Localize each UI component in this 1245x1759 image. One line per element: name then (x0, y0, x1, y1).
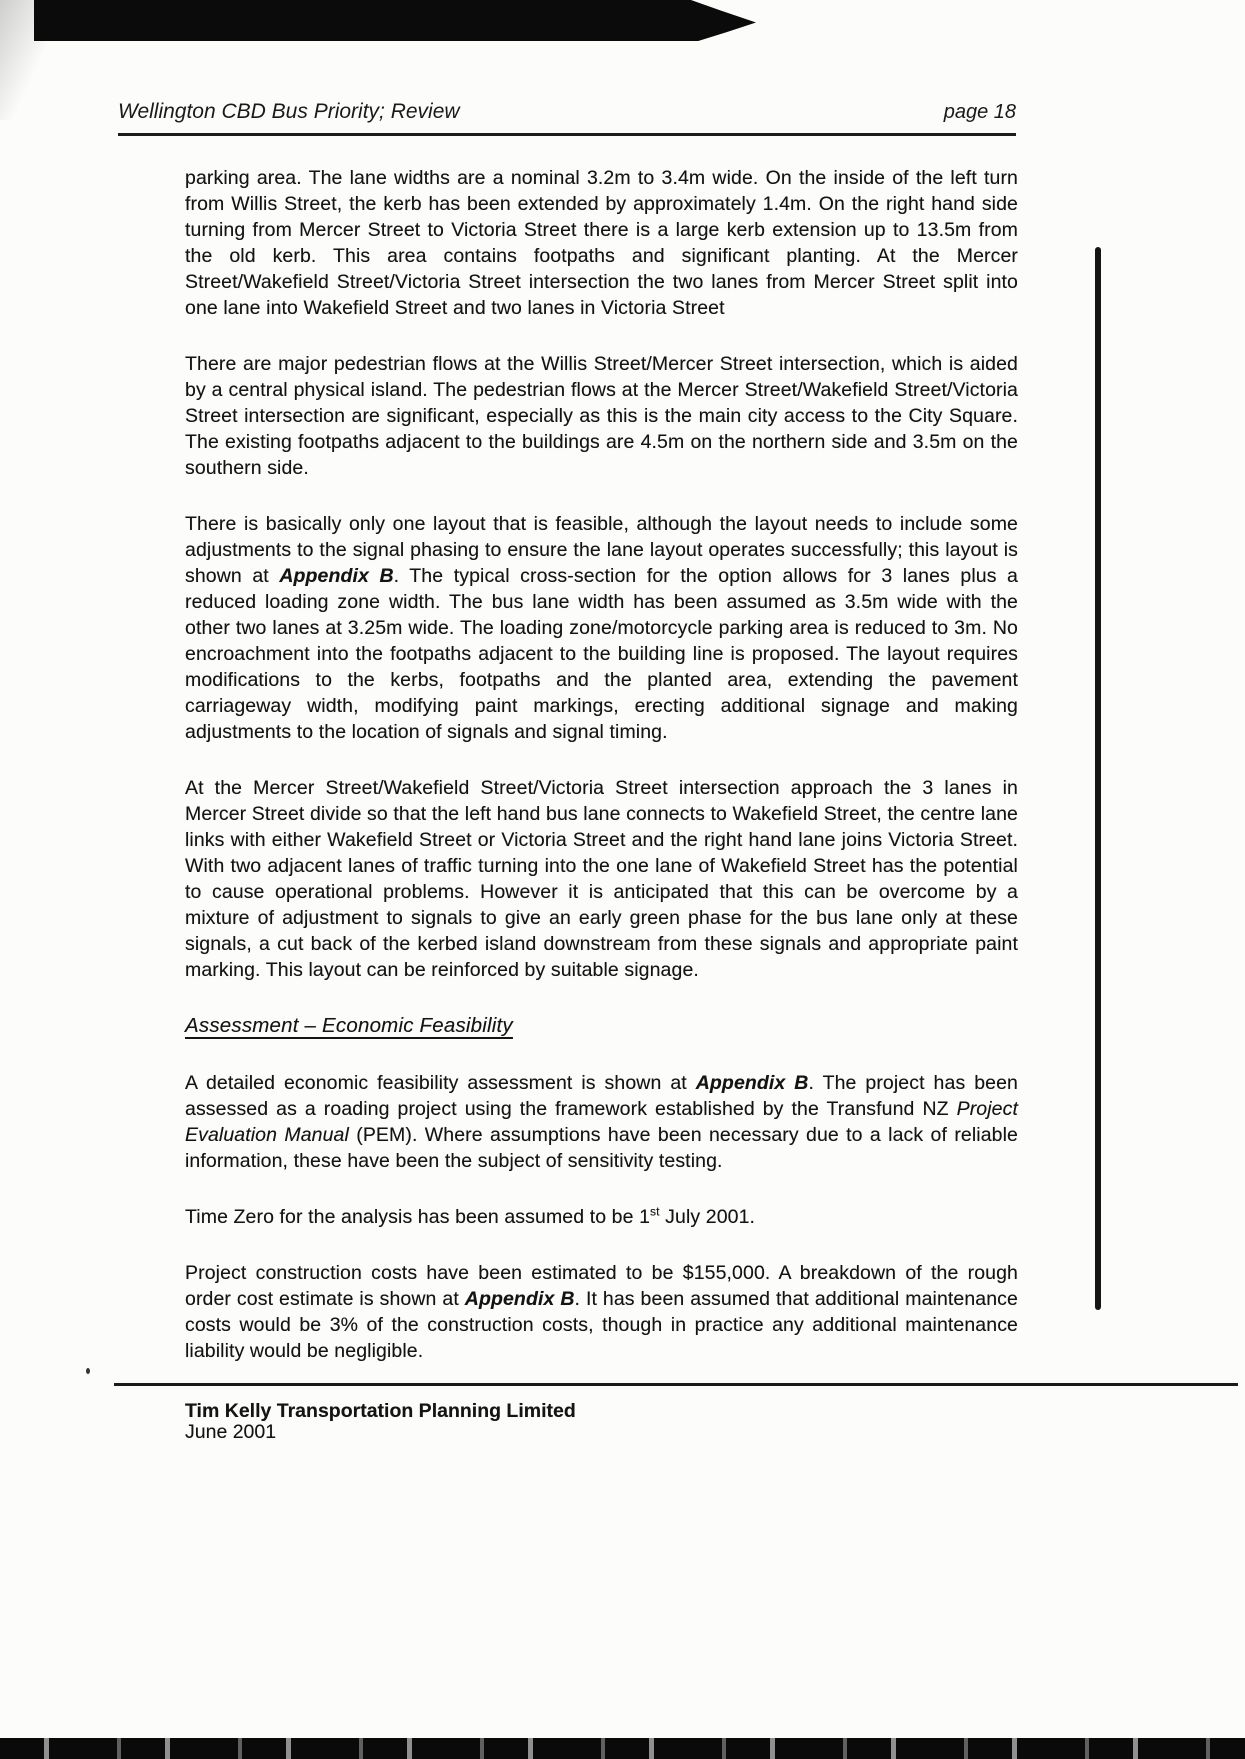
page-footer (185, 1401, 885, 1443)
text-run: (PEM). Where assumptions have been necessary due to a lack of reliable information, these have been the subject of sensitivity testing. (185, 1124, 1018, 1172)
manual-title: Project Evaluation Manual (185, 1098, 1018, 1146)
scan-shadow-top-left (0, 0, 70, 120)
paragraph-intersection-approach (185, 775, 1018, 983)
text-run: There are major pedestrian flows at the Willis Street/Mercer Street intersection, which is aided by a central physical island. The pedestrian flows at the Mercer Street/Wakefield Street/Victoria Street intersection are significant, especially as this is the main city access to the City Square. The existing footpaths adjacent to the buildings are 4.5m on the northern side and 3.5m on the southern side. (185, 353, 1018, 479)
paragraph-economic-assessment (185, 1070, 1018, 1174)
text-run: July 2001. (659, 1206, 756, 1228)
scan-artifact-speck (86, 1368, 90, 1374)
text-run: Project construction costs have been estimated to be $155,000. A breakdown of the rough order cost estimate is shown at (185, 1262, 1018, 1310)
text-run: parking area. The lane widths are a nominal 3.2m to 3.4m wide. On the inside of the left turn from Willis Street, the kerb has been extended by approximately 1.4m. On the right hand side turning from Mercer Street to Victoria Street there is a large kerb extension up to 13.5m from the old kerb. This area contains footpaths and significant planting. At the Mercer Street/Wakefield Street/Victoria Street intersection the two lanes from Mercer Street split into one lane into Wakefield Street and two lanes in Victoria Street (185, 167, 1018, 319)
text-run: . It has been assumed that additional maintenance costs would be 3% of the construction costs, though in practice any additional maintenance liability would be negligible. (185, 1288, 1018, 1362)
appendix-b-reference: Appendix B (464, 1288, 575, 1310)
text-run: . The typical cross-section for the option allows for 3 lanes plus a reduced loading zone width. The bus lane width has been assumed as 3.5m wide with the other two lanes at 3.25m wide. The loading zone/motorcycle parking area is reduced to 3m. No encroachment into the footpaths adjacent to the building line is proposed. The layout requires modifications to the kerbs, footpaths and the planted area, extending the pavement carriageway width, modifying paint markings, erecting additional signage and making adjustments to the location of signals and signal timing. (185, 565, 1018, 743)
section-heading-economic-feasibility: Assessment – Economic Feasibility (185, 1014, 513, 1037)
paragraph-lane-widths (185, 165, 1018, 321)
superscript-st: st (650, 1204, 660, 1219)
appendix-b-reference: Appendix B (695, 1072, 809, 1094)
text-run: At the Mercer Street/Wakefield Street/Victoria Street intersection approach the 3 lanes in Mercer Street divide so that the left hand bus lane connects to Wakefield Street, the centre lane links with either Wakefield Street or Victoria Street and the right hand lane joins Victoria Street. With two adjacent lanes of traffic turning into the one lane of Wakefield Street has the potential to cause operational problems. However it is anticipated that this can be overcome by a mixture of adjustment to signals to give an early green phase for the bus lane only at these signals, a cut back of the kerbed island downstream from these signals and appropriate paint marking. This layout can be reinforced by suitable signage. (185, 777, 1018, 981)
paragraph-pedestrian-flows (185, 351, 1018, 481)
document-body (185, 165, 1018, 1394)
footer-date: June 2001 (185, 1421, 277, 1443)
paragraph-layout-feasible (185, 511, 1018, 745)
footer-company: Tim Kelly Transportation Planning Limited (185, 1400, 576, 1422)
text-run: There is basically only one layout that is feasible, although the layout needs to include some adjustments to the signal phasing to ensure the lane layout operates successfully; this layout is shown at (185, 513, 1018, 587)
text-run: Time Zero for the analysis has been assumed to be 1 (185, 1206, 651, 1228)
footer-rule (114, 1383, 1238, 1386)
text-run: . The project has been assessed as a roading project using the framework established by the Transfund NZ (185, 1072, 1018, 1120)
scan-artifact-top-bar (34, 0, 756, 41)
page-header (118, 100, 1016, 136)
paragraph-construction-costs (185, 1260, 1018, 1364)
scan-artifact-right-line (1095, 247, 1101, 1310)
appendix-b-reference: Appendix B (279, 565, 394, 587)
page-number: page 18 (943, 101, 1016, 123)
scan-artifact-bottom-bar (0, 1738, 1245, 1759)
text-run: A detailed economic feasibility assessment is shown at (185, 1072, 696, 1094)
paragraph-time-zero (185, 1204, 1018, 1230)
document-title: Wellington CBD Bus Priority; Review (118, 100, 460, 123)
